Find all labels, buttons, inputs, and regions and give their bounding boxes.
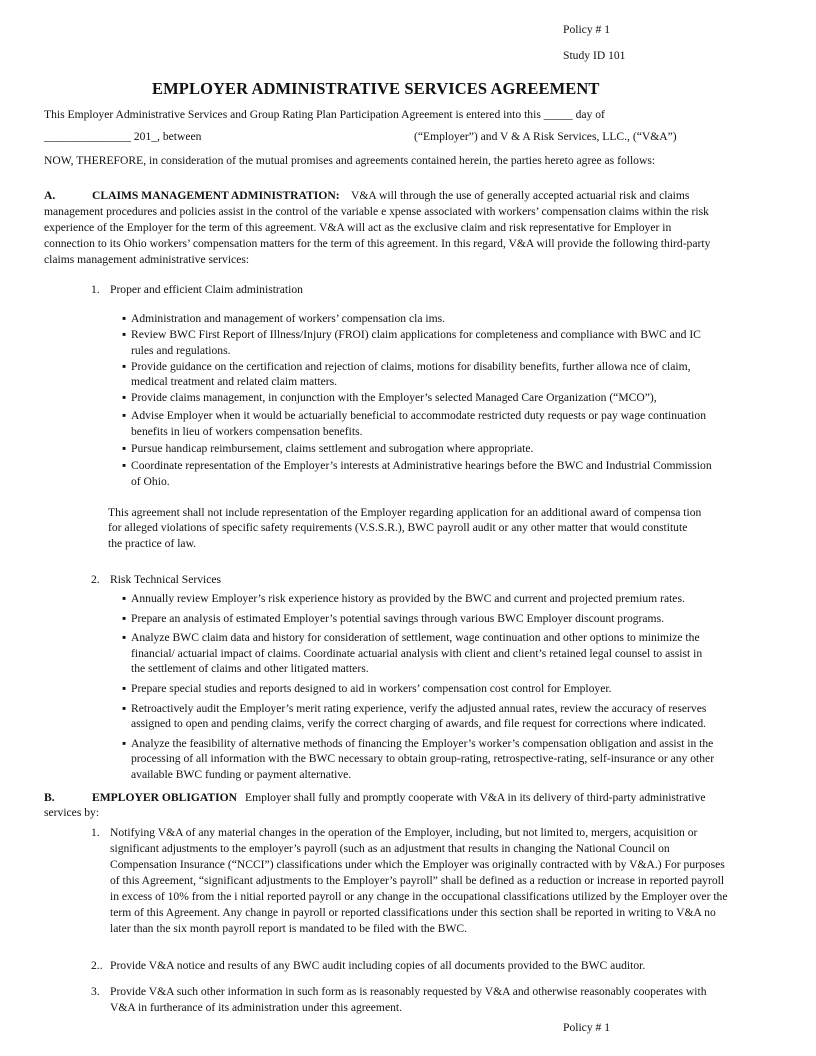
obligation-paragraph: Notifying V&A of any material changes in the operation of the Employer, including, but not limited to, mergers, acquisition or significant adjustments to the employer’s payroll (such as an adjustment that results in changing the National Council on Compensation Insurance (“NCCI”) classifications under which the Employer was originally contracted with by V&A.) For purposes of this Agreement, “significant adjustments to the Employer’s payroll” shall be defined as a reduction or increase in reported payroll in excess of 10% from the i nitial reported payroll or any change in the occupational classifications utilized by the Employer over the term of this Agreement. Any change in payroll or reported classifications under this section shall be reported in writing to V&A no later than the six month payroll report is mandated to be filed with the BWC. [110, 826, 728, 935]
bullet-icon: ▪ [122, 328, 127, 342]
item-number: 1. [91, 826, 100, 839]
bullet-item: ▪ Advise Employer when it would be actuarially beneficial to accommodate restricted duty requests or pay wage continuation benefits in lieu of workers compensation benefits. [122, 409, 706, 438]
bullet-icon: ▪ [122, 681, 127, 695]
bullet-icon: ▪ [122, 631, 127, 645]
section-a-text-line: management procedures and policies assist in the control of the variable e xpense associated with workers’ compensation claims within the risk [44, 205, 709, 218]
section-b-text-line: Employer shall fully and promptly cooperate with V&A in its delivery of third-party administrative [245, 791, 706, 804]
policy-number: Policy # 1 [563, 23, 611, 36]
bullet-item: ▪ Analyze BWC claim data and history for consideration of settlement, wage continuation and other options to minimize the financial/ actuarial impact of claims. Coordinate actuarial analysis with client and client’s retained legal counsel to assist in the settlement of claims and other litigated matters. [122, 631, 703, 676]
bullet-icon: ▪ [122, 409, 127, 423]
bullet-item: ▪ Provide claims management, in conjunction with the Employer’s selected Managed Care Organization (“MCO”), [122, 391, 657, 405]
item-label: Risk Technical Services [110, 573, 222, 586]
intro-line-2-right: (“Employer”) and V & A Risk Services, LLC., (“V&A”) [414, 130, 677, 143]
bullet-item: ▪ Annually review Employer’s risk experience history as provided by the BWC and current and projected premium rates. [122, 592, 685, 605]
section-b-text-line: services by: [44, 806, 100, 819]
document-title: EMPLOYER ADMINISTRATIVE SERVICES AGREEMENT [152, 79, 600, 98]
bullet-icon: ▪ [122, 592, 127, 605]
section-a-letter: A. [44, 189, 56, 202]
risk-technical-bullets [122, 591, 762, 783]
bullet-icon: ▪ [122, 611, 127, 625]
bullet-item: ▪ Pursue handicap reimbursement, claims settlement and subrogation where appropriate. [122, 441, 534, 455]
bullet-icon: ▪ [122, 441, 127, 455]
bullet-item: ▪ Retroactively audit the Employer’s merit rating experience, verify the adjusted annual rates, review the accuracy of reserves assigned to open and pending claims, verify the correct charging of awards, and file request for corrections where indicated. [122, 701, 707, 731]
bullet-icon: ▪ [122, 459, 127, 473]
section-b-letter: B. [44, 791, 55, 804]
item-label: Proper and efficient Claim administration [110, 283, 303, 296]
item-number: 2.. [91, 959, 103, 972]
bullet-item: ▪ Administration and management of workers’ compensation cla ims. [122, 312, 446, 325]
section-a-text-line: experience of the Employer for the term of this agreement. V&A will act as the exclusive claim and risk representative for Employer in [44, 221, 672, 234]
intro-line-3: NOW, THEREFORE, in consideration of the mutual promises and agreements contained herein, the parties hereto agree as follows: [44, 154, 656, 167]
bullet-item: ▪ Review BWC First Report of Illness/Injury (FROI) claim applications for completeness and compliance with BWC and IC rules and regulations. [122, 328, 701, 357]
claim-administration-bullets [122, 311, 762, 490]
bullet-item: ▪ Prepare special studies and reports designed to aid in workers’ compensation cost control for Employer. [122, 681, 612, 695]
section-a-text-line: connection to its Ohio workers’ compensation matters for the term of this agreement. In this regard, V&A will provide the following third-party [44, 237, 711, 250]
intro-line-1: This Employer Administrative Services and Group Rating Plan Participation Agreement is entered into this _____ day of [44, 108, 605, 121]
bullet-icon: ▪ [122, 359, 127, 373]
item-number: 2. [91, 573, 100, 586]
section-a-text-line: V&A will through the use of generally accepted actuarial risk and claims [351, 189, 690, 202]
obligation-paragraph: Provide V&A notice and results of any BWC audit including copies of all documents provided to the BWC auditor. [110, 959, 646, 972]
item-number: 1. [91, 283, 100, 296]
obligation-paragraph: Provide V&A such other information in such form as is reasonably requested by V&A and otherwise reasonably cooperates with V&A in furtherance of its administration under this agreement. [110, 985, 707, 1014]
bullet-icon: ▪ [122, 736, 127, 750]
bullet-icon: ▪ [122, 391, 127, 405]
study-id: Study ID 101 [563, 49, 626, 62]
footer-policy-number: Policy # 1 [563, 1021, 611, 1034]
intro-line-2-left: _______________ 201_, between [44, 130, 202, 143]
exclusion-note-line: the practice of law. [108, 537, 197, 550]
bullet-icon: ▪ [122, 701, 127, 715]
section-a-text-line: claims management administrative services: [44, 253, 250, 266]
section-b-heading: EMPLOYER OBLIGATION [92, 791, 238, 804]
bullet-item: ▪ Analyze the feasibility of alternative methods of financing the Employer’s worker’s compensation obligation and assist in the processing of all information with the BWC necessary to obtain group-rating, retrospective-rating, self-insurance or any other available BWC funding or payment alternative. [122, 736, 715, 781]
bullet-item: ▪ Provide guidance on the certification and rejection of claims, motions for disability benefits, further allowa nce of claim, medical treatment and related claim matters. [122, 359, 691, 389]
exclusion-note-line: for alleged violations of specific safety requirements (V.S.S.R.), BWC payroll audit or any other matter that would constitute [108, 521, 688, 534]
section-a-heading: CLAIMS MANAGEMENT ADMINISTRATION: [92, 189, 340, 202]
bullet-item: ▪ Coordinate representation of the Employer’s interests at Administrative hearings before the BWC and Industrial Commission of Ohio. [122, 459, 712, 488]
bullet-item: ▪ Prepare an analysis of estimated Employer’s potential savings through various BWC Employer discount programs. [122, 611, 664, 625]
bullet-icon: ▪ [122, 312, 127, 325]
item-number: 3. [91, 985, 100, 998]
exclusion-note-line: This agreement shall not include representation of the Employer regarding application for an additional award of compensa tion [108, 506, 702, 519]
